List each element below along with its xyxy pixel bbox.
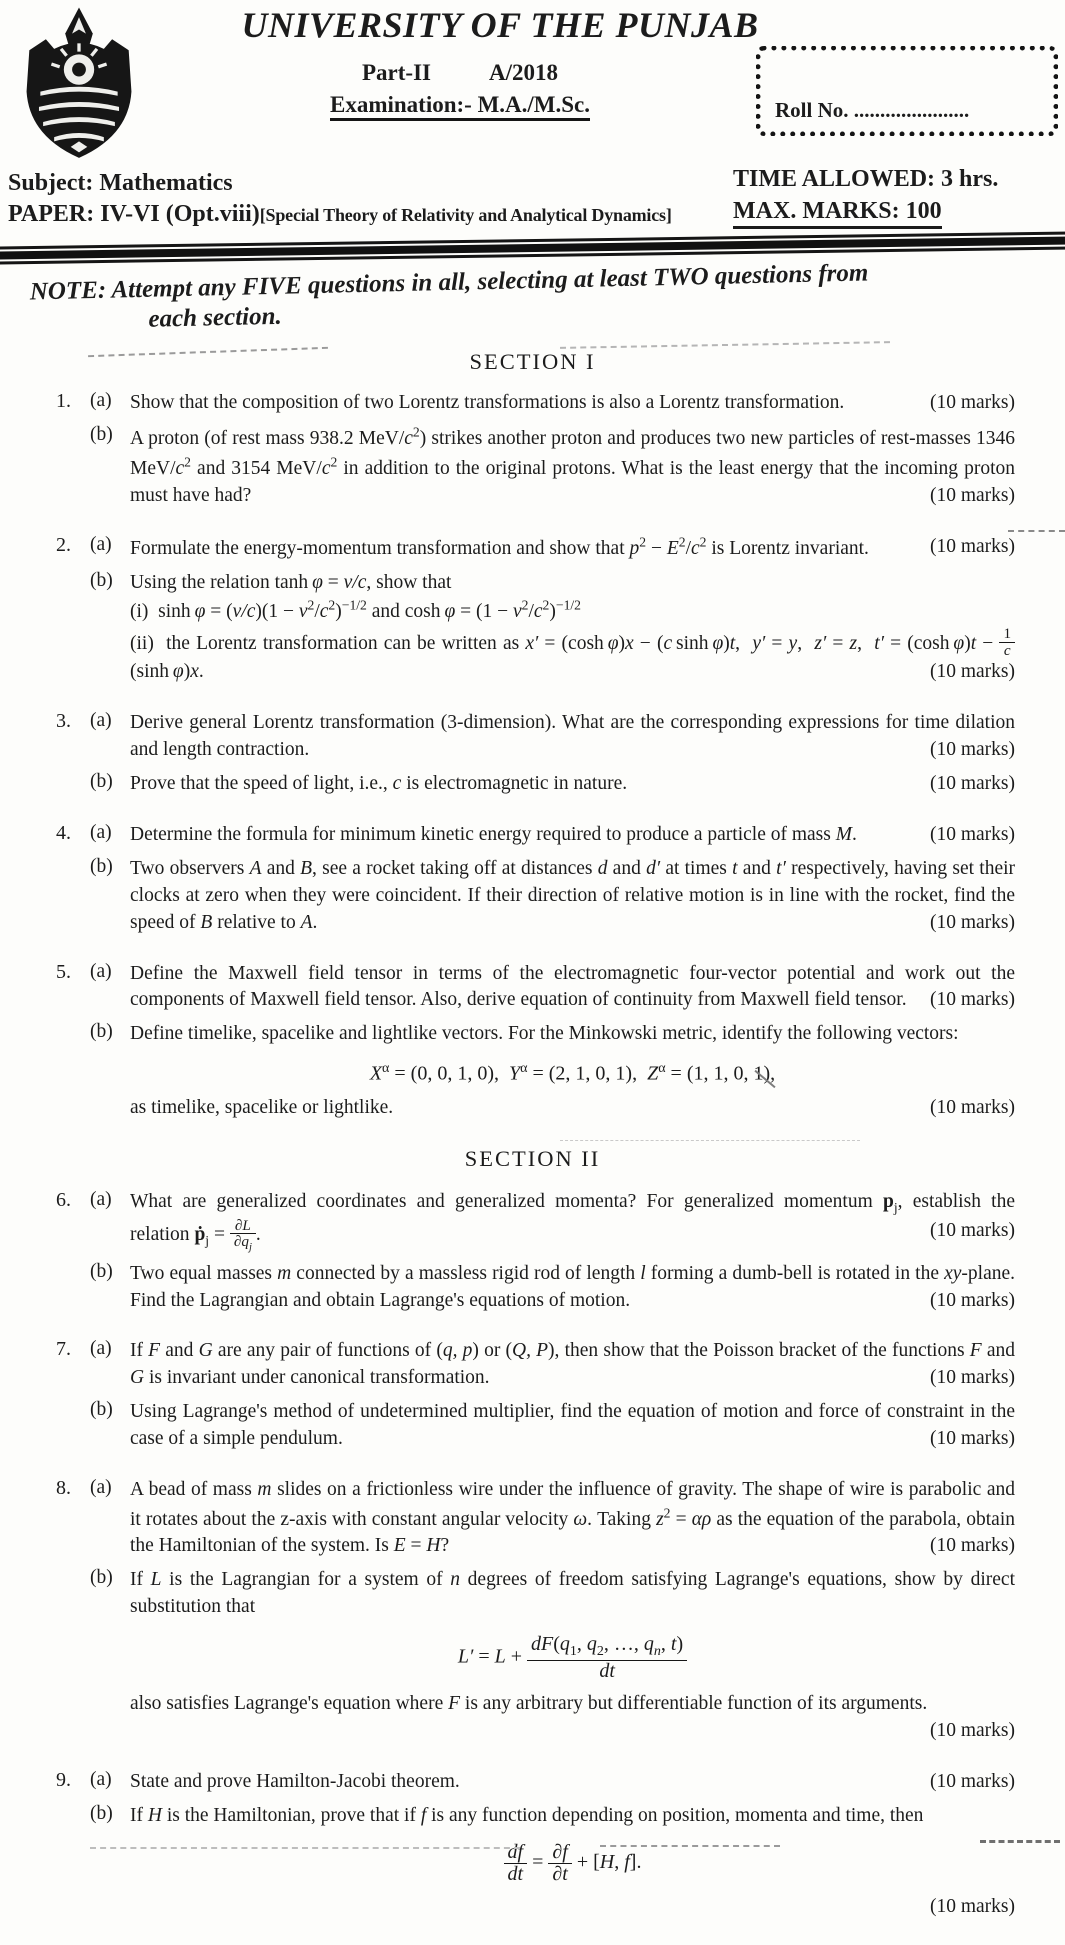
part-label: (b) <box>90 1567 113 1589</box>
question-number: 2. <box>56 533 71 556</box>
question-2a <box>90 534 1015 563</box>
marks-label: (10 marks) <box>929 1896 1015 1918</box>
marks-label: (10 marks) <box>929 911 1015 933</box>
max-marks-label: MAX. MARKS: 100 <box>733 198 942 229</box>
exam-note-line2: each section. <box>148 302 283 333</box>
page-title: UNIVERSITY OF THE PUNJAB <box>241 5 759 45</box>
part-text: Using the relation tanh φ = v/c, show that (i) $\sinh \varphi = (v/c)(1 - v^2/c^2)^{-1/2}$ and $\cosh \varphi = (1 - v^2/c^2)^{-1/2}$ (ii) the Lorentz transformation can be written as x′ = (cosh φ)x − (c sinh φ)t, y′ = y, z′ = z, t′ = (cosh φ)t − $\frac{1}{c}$ (sinh φ)x. <box>130 572 1015 682</box>
time-allowed-label: TIME ALLOWED: 3 hrs. <box>733 166 999 192</box>
question-9 <box>0 1769 1065 1929</box>
part-text: Define the Maxwell field tensor in terms of the electromagnetic four-vector potential and work out the components of Maxwell field tensor. Also, derive equation of continuity from Maxwell field tensor. <box>130 962 1015 1011</box>
part-text: If L is the Lagrangian for a system of n degrees of freedom satisfying Lagrange's equations, show by direct substitution that <box>130 1569 1015 1618</box>
marks-label: (10 marks) <box>929 1428 1015 1450</box>
marks-label: (10 marks) <box>929 1096 1015 1118</box>
section-heading-2: SECTION II <box>464 1145 601 1171</box>
subject-label: Subject: Mathematics <box>8 170 233 196</box>
question-number: 5. <box>56 960 71 983</box>
examination-label: Examination:- M.A./M.Sc. <box>330 92 590 121</box>
question-number: 3. <box>56 710 71 733</box>
marks-label: (10 marks) <box>929 772 1015 794</box>
section-heading-1: SECTION I <box>469 349 596 374</box>
question-8a <box>90 1477 1015 1560</box>
marks-label: (10 marks) <box>929 484 1015 506</box>
university-logo <box>10 5 148 170</box>
part-label: (b) <box>90 570 113 592</box>
session-label: A/2018 <box>488 60 558 85</box>
paper-line <box>8 201 672 228</box>
question-number: 8. <box>56 1477 71 1500</box>
part-text: Prove that the speed of light, i.e., c is electromagnetic in nature. <box>130 772 628 794</box>
marks-label: (10 marks) <box>929 1535 1015 1557</box>
question-5b <box>90 1021 1015 1121</box>
question-2 <box>0 534 1065 694</box>
examination-row <box>250 92 670 118</box>
part-text: If F and G are any pair of functions of (q, p) or (Q, P), then show that the Poisson bracket of the functions F and G is invariant under canonical transformation. <box>130 1340 1016 1389</box>
question-number: 9. <box>56 1768 71 1791</box>
paper-label: PAPER: IV-VI (Opt.viii) <box>8 201 260 227</box>
part-text: If H is the Hamiltonian, prove that if f is any function depending on position, momenta and time, then <box>130 1804 924 1826</box>
part-label: (b) <box>90 1399 113 1421</box>
question-3b <box>90 771 1015 798</box>
part-text: What are generalized coordinates and generalized momenta? For generalized momentum $p_j$, establish the relation ṗ$_j$ = $\frac{\partial L}{\partial q_j}$ . <box>130 1190 1015 1254</box>
part-text: Using Lagrange's method of undetermined multiplier, find the equation of motion and force of constraint in the case of a simple pendulum. <box>130 1401 1015 1450</box>
part-text: A proton (of rest mass 938.2 MeV/$c^2$) strikes another proton and produces two new particles of rest-masses 1346 MeV/$c^2$ and 3154 MeV/$c^2$ in addition to the original protons. What is the least energy that the incoming proton must have had? <box>130 424 1015 506</box>
part-label: (b) <box>90 1802 113 1824</box>
question-9a <box>90 1769 1015 1796</box>
exam-note <box>29 255 1040 338</box>
part-label: (b) <box>90 770 113 792</box>
question-number: 4. <box>56 821 71 844</box>
part-text: Two equal masses m connected by a massless rigid rod of length l forming a dumb-bell is rotated in the xy-plane. Find the Lagrangian and obtain Lagrange's equations of motion. <box>130 1262 1016 1311</box>
part-text-continued <box>130 1691 1015 1741</box>
exam-note-line1: NOTE: Attempt any FIVE questions in all, selecting at least TWO questions from <box>29 259 869 306</box>
question-1a <box>90 390 1015 417</box>
part-label: (a) <box>90 390 112 411</box>
question-3 <box>0 710 1065 805</box>
lagrangian-formula: L′ = L + $\frac{dF(q_1, q_2, \dots, q_n, t)}{dt}$ <box>130 1634 1015 1682</box>
marks-label: (10 marks) <box>929 661 1015 683</box>
roll-no-box <box>756 46 1058 136</box>
question-number: 6. <box>56 1188 71 1211</box>
question-7a <box>90 1338 1015 1392</box>
vectors-formula: $X^\alpha = (0$, 0, 1, 0), $Y^\alpha = (2$, 1, 0, 1), $Z^\alpha = (1$, 1, 0, 1), <box>369 1061 776 1085</box>
marks-label: (10 marks) <box>929 989 1015 1011</box>
part-label: (a) <box>90 960 112 982</box>
question-1b <box>90 424 1015 510</box>
question-8 <box>0 1477 1065 1752</box>
question-6b <box>90 1261 1015 1315</box>
marks-label: (10 marks) <box>929 1770 1015 1792</box>
part-label: (a) <box>90 1338 112 1360</box>
part-text-continued <box>130 1095 1015 1122</box>
question-3a <box>90 710 1015 764</box>
question-number: 7. <box>56 1338 71 1361</box>
question-4b <box>90 856 1015 937</box>
question-8b <box>90 1567 1015 1744</box>
part-label: (b) <box>90 1021 113 1043</box>
poisson-bracket-formula: $\frac{df}{dt}$ = $\frac{\partial f}{\partial t}$ + [H, f]. <box>130 1842 1015 1885</box>
marks-label: (10 marks) <box>929 823 1015 845</box>
question-5 <box>0 961 1065 1129</box>
question-number: 1. <box>56 390 71 412</box>
part-text: Derive general Lorentz transformation (3-dimension). What are the corresponding expressions for time dilation and length contraction. <box>130 712 1015 761</box>
part-text: Determine the formula for minimum kinetic energy required to produce a particle of mass M. <box>130 823 857 845</box>
question-7 <box>0 1338 1065 1460</box>
part-label: (b) <box>90 855 113 877</box>
part-text: as timelike, spacelike or lightlike. <box>130 1096 394 1118</box>
part-text: State and prove Hamilton-Jacobi theorem. <box>130 1770 460 1792</box>
marks-label: (10 marks) <box>929 1719 1015 1741</box>
marks-label: (10 marks) <box>929 1289 1015 1311</box>
question-5a <box>90 961 1015 1015</box>
marks-label: (10 marks) <box>929 392 1015 413</box>
marks-label: (10 marks) <box>929 1367 1015 1389</box>
marks-label: (10 marks) <box>929 535 1015 557</box>
question-4 <box>0 822 1065 944</box>
question-9b <box>90 1803 1015 1922</box>
roll-no-label: Roll No. ...................... <box>775 98 970 122</box>
question-6a <box>90 1189 1015 1254</box>
part-label: (a) <box>90 710 112 732</box>
part-text: also satisfies Lagrange's equation where F is any arbitrary but differentiable function of its arguments. <box>130 1692 928 1714</box>
question-7b <box>90 1399 1015 1453</box>
part-label: (b) <box>90 423 113 445</box>
part-label: Part-II <box>362 60 431 85</box>
marks-label: (10 marks) <box>929 739 1015 761</box>
part-text: A bead of mass m slides on a frictionless wire under the influence of gravity. The shape of wire is parabolic and it rotates about the z-axis with constant angular velocity ω. Taking $z^2 = \alpha\rho$ as the equation of the parabola, obtain the Hamiltonian of the system. Is E = H? <box>130 1479 1016 1557</box>
part-text: Formulate the energy-momentum transformation and show that $p^2 - E^2/c^2$ is Lorentz invariant. <box>130 534 869 560</box>
part-text: Two observers A and B, see a rocket taking off at distances d and d′ at times t and t′ respectively, having set their clocks at zero when they were coincident. If their direction of relative motion is in line with the rocket, find the speed of B relative to A. <box>130 857 1016 933</box>
part-label: (a) <box>90 821 112 843</box>
part-text: Show that the composition of two Lorentz transformations is also a Lorentz transformation. <box>130 392 845 413</box>
question-6 <box>0 1189 1065 1322</box>
part-session-row <box>250 60 670 86</box>
part-label: (a) <box>90 1477 112 1499</box>
question-1 <box>0 390 1065 517</box>
questions-area <box>0 347 1065 1945</box>
question-2b <box>90 570 1015 686</box>
paper-subtitle: [Special Theory of Relativity and Analytical Dynamics] <box>259 205 672 225</box>
part-label: (b) <box>90 1260 113 1282</box>
part-label: (a) <box>90 533 112 555</box>
part-label: (a) <box>90 1768 112 1790</box>
part-text: Define timelike, spacelike and lightlike vectors. For the Minkowski metric, identify the following vectors: <box>130 1023 959 1045</box>
question-4a <box>90 822 1015 849</box>
part-label: (a) <box>90 1188 112 1210</box>
marks-label: (10 marks) <box>929 1219 1015 1241</box>
